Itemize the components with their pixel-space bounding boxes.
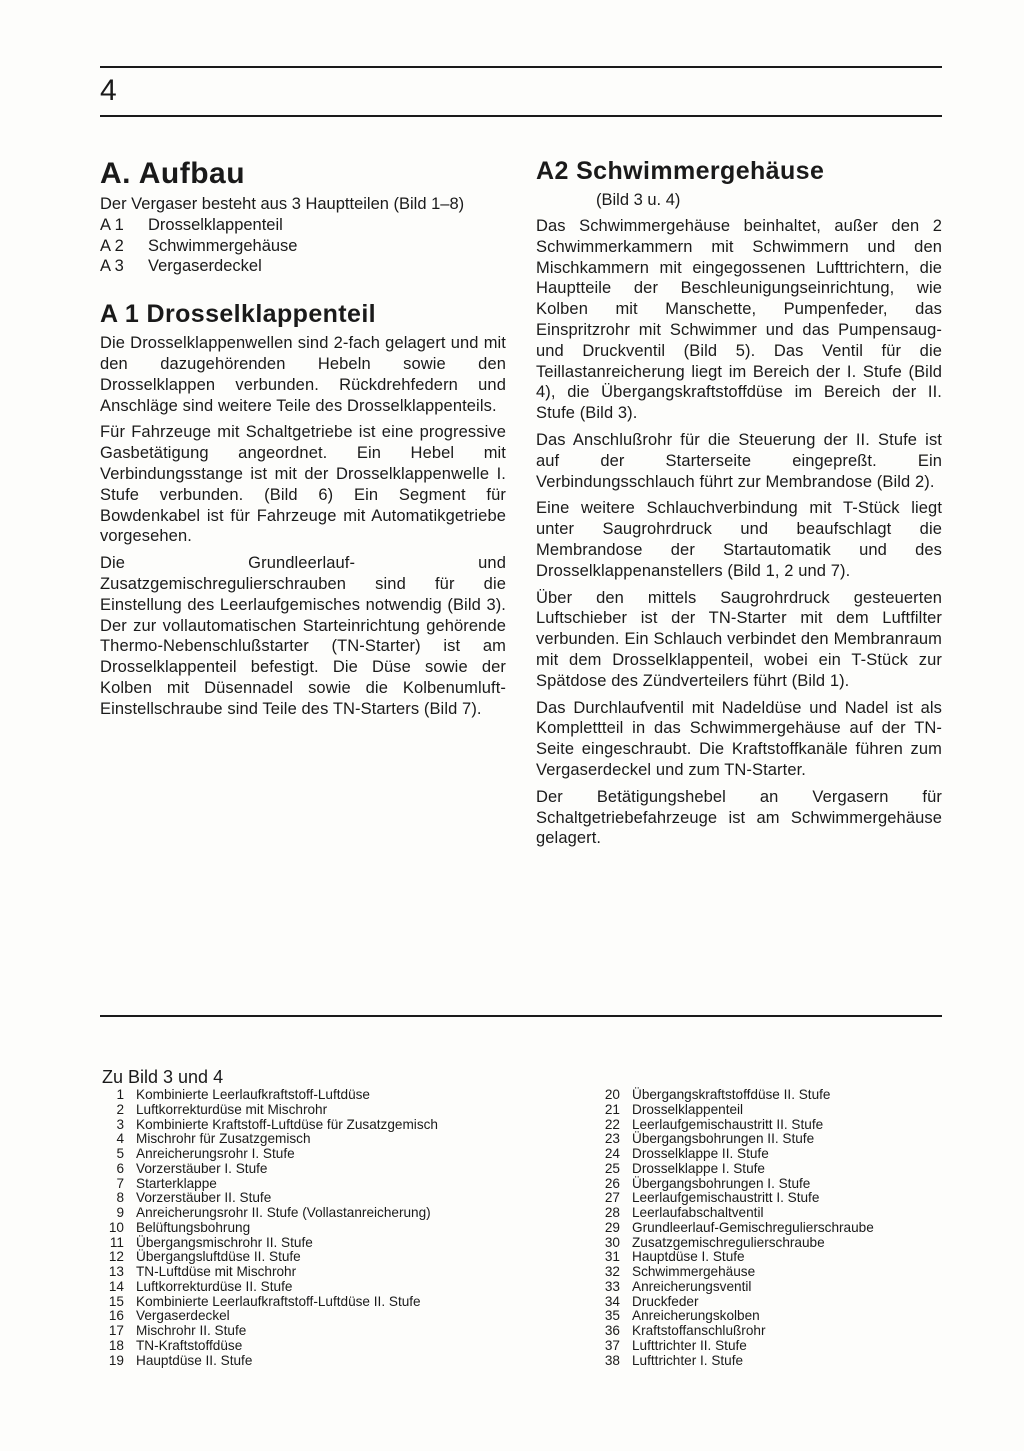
part-label: Schwimmergehäuse — [148, 236, 298, 255]
legend-item — [100, 1236, 596, 1251]
legend-text: Kombinierte Leerlaufkraftstoff-Luftdüse — [136, 1087, 370, 1102]
legend-number: 15 — [108, 1293, 124, 1309]
list-item — [100, 256, 506, 277]
legend-number: 5 — [116, 1146, 124, 1161]
legend-item — [100, 1147, 596, 1162]
legend-item — [596, 1324, 874, 1339]
legend-number: 3 — [116, 1116, 124, 1132]
legend-item — [596, 1339, 874, 1354]
legend-item — [100, 1339, 596, 1354]
legend-number: 14 — [108, 1278, 124, 1294]
legend-item — [100, 1177, 596, 1192]
legend-number: 21 — [604, 1101, 620, 1117]
legend-text: Grundleerlauf-Gemischregulierschraube — [632, 1219, 874, 1235]
legend-text: Drosselklappenteil — [632, 1101, 744, 1117]
legend-item — [596, 1103, 874, 1118]
legend-item — [100, 1206, 596, 1221]
legend-text: Leerlaufabschaltventil — [632, 1205, 764, 1220]
legend-number: 20 — [604, 1087, 620, 1102]
legend-item — [100, 1118, 596, 1133]
legend-text: Starterklappe — [136, 1175, 217, 1191]
legend-item — [596, 1309, 874, 1324]
legend-number: 1 — [116, 1087, 124, 1102]
part-label: Drosselklappenteil — [148, 215, 283, 234]
heading-schwimmergehaeuse: A2 Schwimmergehäuse — [536, 157, 825, 185]
legend-number: 8 — [116, 1190, 124, 1206]
legend-text: Drosselklappe I. Stufe — [632, 1160, 765, 1176]
legend-item — [596, 1147, 874, 1162]
legend-item — [100, 1088, 596, 1103]
paragraph: Die Grundleerlauf- und Zusatzgemischregulierschrauben sind für die Einstellung des Leerlaufgemisches notwendig (Bild 3). Der zur vollautomatischen Starteinrichtung gehörende Thermo-Nebenschlußstarter (TN-Starter) ist am Drosselklappenteil befestigt. Die Düse sowie der Kolben mit Düsennadel sowie die Kolbenumluft-Einstellschraube sind Teile des TN-Starters (Bild 7). — [100, 554, 506, 718]
legend-number: 36 — [604, 1323, 620, 1338]
legend-number: 11 — [109, 1234, 124, 1250]
legend-number: 16 — [108, 1308, 124, 1324]
legend-list-left — [100, 1088, 596, 1368]
legend-number: 19 — [108, 1352, 124, 1368]
intro-text: Der Vergaser besteht aus 3 Hauptteilen (Bild 1–8) — [100, 195, 465, 213]
heading-aufbau: A. Aufbau — [100, 157, 246, 190]
legend-text: Kombinierte Leerlaufkraftstoff-Luftdüse II. Stufe — [136, 1293, 421, 1309]
legend-item — [596, 1177, 874, 1192]
legend-item — [100, 1309, 596, 1324]
legend-list-right — [596, 1088, 874, 1368]
figure-legend — [100, 1066, 950, 1368]
legend-item — [100, 1280, 596, 1295]
legend-number: 27 — [604, 1190, 620, 1206]
legend-text: Anreicherungsventil — [632, 1278, 752, 1294]
legend-number: 10 — [108, 1219, 124, 1235]
legend-item — [596, 1162, 874, 1177]
legend-text: Vorzerstäuber I. Stufe — [136, 1160, 268, 1176]
legend-number: 13 — [108, 1264, 124, 1279]
legend-number: 33 — [604, 1278, 620, 1294]
legend-item — [100, 1324, 596, 1339]
page-number: 4 — [100, 74, 117, 107]
heading-drosselklappenteil: A 1 Drosselklappenteil — [100, 300, 377, 329]
legend-item — [596, 1236, 874, 1251]
legend-number: 26 — [604, 1175, 620, 1191]
legend-text: Zusatzgemischregulierschraube — [632, 1234, 825, 1250]
legend-number: 7 — [116, 1175, 124, 1191]
legend-number: 31 — [604, 1249, 620, 1265]
legend-text: Übergangsmischrohr II. Stufe — [136, 1234, 313, 1250]
legend-text: Kraftstoffanschlußrohr — [632, 1323, 766, 1338]
paragraph: Eine weitere Schlauchverbindung mit T-Stück liegt unter Saugrohrdruck und beaufschlagt die Membrandose der Startautomatik und des Drosselklappenanstellers (Bild 1, 2 und 7). — [536, 499, 942, 580]
legend-item — [596, 1132, 874, 1147]
legend-text: Vergaserdeckel — [136, 1308, 230, 1324]
part-code: A 2 — [100, 236, 124, 255]
main-parts-list — [100, 215, 506, 277]
legend-number: 23 — [604, 1131, 620, 1147]
legend-number: 17 — [108, 1323, 124, 1338]
part-label: Vergaserdeckel — [148, 257, 262, 276]
legend-number: 29 — [604, 1219, 620, 1235]
legend-text: Lufttrichter II. Stufe — [632, 1337, 747, 1353]
legend-number: 12 — [108, 1249, 124, 1265]
legend-text: Luftkorrekturdüse mit Mischrohr — [136, 1101, 328, 1117]
header-rule — [100, 115, 942, 117]
part-code: A 3 — [100, 257, 124, 276]
legend-text: Belüftungsbohrung — [136, 1219, 251, 1235]
legend-text: Übergangsbohrungen II. Stufe — [632, 1131, 815, 1147]
legend-item — [100, 1162, 596, 1177]
paragraph: Der Betätigungshebel an Vergasern für Schaltgetriebefahrzeuge ist am Schwimmergehäuse gelagert. — [536, 787, 942, 848]
legend-item — [100, 1265, 596, 1280]
legend-item — [596, 1221, 874, 1236]
legend-text: Leerlaufgemischaustritt I. Stufe — [632, 1190, 820, 1206]
paragraph: Für Fahrzeuge mit Schaltgetriebe ist eine progressive Gasbetätigung angeordnet. Ein Hebel mit Verbindungsstange ist mit der Drosselklappenwelle I. Stufe verbunden. (Bild 6) Ein Segment für Bowdenkabel ist für Fahrzeuge mit Automatikgetriebe vorgesehen. — [100, 423, 506, 546]
paragraph: Das Anschlußrohr für die Steuerung der II. Stufe ist auf der Starterseite eingepreßt. Ein Verbindungsschlauch führt zur Membrandose (Bild 2). — [536, 430, 942, 491]
figure-reference: (Bild 3 u. 4) — [596, 191, 681, 209]
top-rule — [100, 66, 942, 68]
legend-text: Übergangskraftstoffdüse II. Stufe — [632, 1087, 831, 1102]
legend-item — [596, 1118, 874, 1133]
legend-number: 6 — [116, 1160, 124, 1176]
legend-number: 18 — [108, 1337, 124, 1353]
legend-item — [100, 1191, 596, 1206]
legend-text: Anreicherungskolben — [632, 1308, 760, 1324]
legend-number: 24 — [604, 1146, 620, 1161]
list-item — [100, 236, 506, 257]
legend-text: Hauptdüse I. Stufe — [632, 1249, 745, 1265]
legend-text: Leerlaufgemischaustritt II. Stufe — [632, 1116, 824, 1132]
legend-number: 38 — [604, 1352, 620, 1368]
legend-text: Drosselklappe II. Stufe — [632, 1146, 769, 1161]
legend-text: Druckfeder — [632, 1293, 699, 1309]
paragraph: Das Durchlaufventil mit Nadeldüse und Nadel ist als Komplettteil in das Schwimmergehäuse auf der TN-Seite eingeschraubt. Die Kraftstoffkanäle führen zum Vergaserdeckel und zum TN-Starter. — [536, 698, 942, 779]
legend-text: Übergangsbohrungen I. Stufe — [632, 1175, 811, 1191]
legend-number: 28 — [604, 1205, 620, 1220]
legend-number: 2 — [116, 1101, 124, 1117]
legend-text: Luftkorrekturdüse II. Stufe — [136, 1278, 293, 1294]
legend-item — [100, 1221, 596, 1236]
legend-item — [596, 1206, 874, 1221]
legend-item — [596, 1295, 874, 1310]
right-column — [536, 156, 942, 855]
legend-rule — [100, 1015, 942, 1017]
legend-item — [596, 1280, 874, 1295]
legend-item — [596, 1088, 874, 1103]
legend-item — [100, 1295, 596, 1310]
legend-text: Mischrohr II. Stufe — [136, 1323, 247, 1338]
legend-item — [100, 1103, 596, 1118]
paragraph: Das Schwimmergehäuse beinhaltet, außer den 2 Schwimmerkammern mit Schwimmern und den Mischkammern mit eingegossenen Lufttrichtern, die Hauptteile der Beschleunigungseinrichtung, wie Kolben mit Manschette, Pumpenfeder, das Einspritzrohr mit Schwimmer und das Pumpensaug- und Druckventil (Bild 5). Das Ventil für die Teillastanreicherung liegt im Bereich der I. Stufe (Bild 4), die Übergangskraftstoffdüse im Bereich der II. Stufe (Bild 3). — [536, 217, 942, 423]
legend-text: Anreicherungsrohr I. Stufe — [136, 1146, 295, 1161]
legend-title: Zu Bild 3 und 4 — [102, 1067, 224, 1087]
left-column — [100, 156, 506, 726]
legend-text: TN-Kraftstoffdüse — [136, 1337, 243, 1353]
legend-text: Mischrohr für Zusatzgemisch — [136, 1131, 311, 1147]
legend-text: TN-Luftdüse mit Mischrohr — [136, 1264, 297, 1279]
list-item — [100, 215, 506, 236]
legend-number: 9 — [116, 1205, 124, 1220]
legend-text: Hauptdüse II. Stufe — [136, 1352, 253, 1368]
legend-item — [100, 1132, 596, 1147]
legend-number: 30 — [604, 1234, 620, 1250]
legend-number: 35 — [604, 1308, 620, 1324]
part-code: A 1 — [100, 215, 124, 234]
legend-text: Lufttrichter I. Stufe — [632, 1352, 744, 1368]
legend-item — [596, 1250, 874, 1265]
legend-number: 37 — [604, 1337, 620, 1353]
legend-item — [100, 1250, 596, 1265]
paragraph: Die Drosselklappenwellen sind 2-fach gelagert und mit den dazugehörenden Hebeln sowie den Drosselklappen verbunden. Rückdrehfedern und Anschläge sind weitere Teile des Drosselklappenteils. — [100, 334, 506, 415]
legend-text: Anreicherungsrohr II. Stufe (Vollastanreicherung) — [136, 1205, 431, 1220]
legend-text: Schwimmergehäuse — [632, 1264, 756, 1279]
legend-number: 25 — [604, 1160, 620, 1176]
legend-number: 4 — [116, 1131, 124, 1147]
legend-text: Vorzerstäuber II. Stufe — [136, 1190, 272, 1206]
legend-text: Kombinierte Kraftstoff-Luftdüse für Zusatzgemisch — [136, 1116, 438, 1132]
legend-item — [100, 1354, 596, 1369]
legend-item — [596, 1265, 874, 1280]
paragraph: Über den mittels Saugrohrdruck gesteuerten Luftschieber ist der TN-Starter mit dem Luftfilter verbunden. Ein Schlauch verbindet den Membranraum mit dem Drosselklappenteil, wobei ein T-Stück zur Spätdose des Zündverteilers führt (Bild 1). — [536, 588, 942, 690]
legend-text: Übergangsluftdüse II. Stufe — [136, 1249, 301, 1265]
legend-number: 22 — [604, 1116, 620, 1132]
legend-item — [596, 1191, 874, 1206]
legend-number: 32 — [604, 1264, 620, 1279]
legend-item — [596, 1354, 874, 1369]
legend-number: 34 — [604, 1293, 620, 1309]
